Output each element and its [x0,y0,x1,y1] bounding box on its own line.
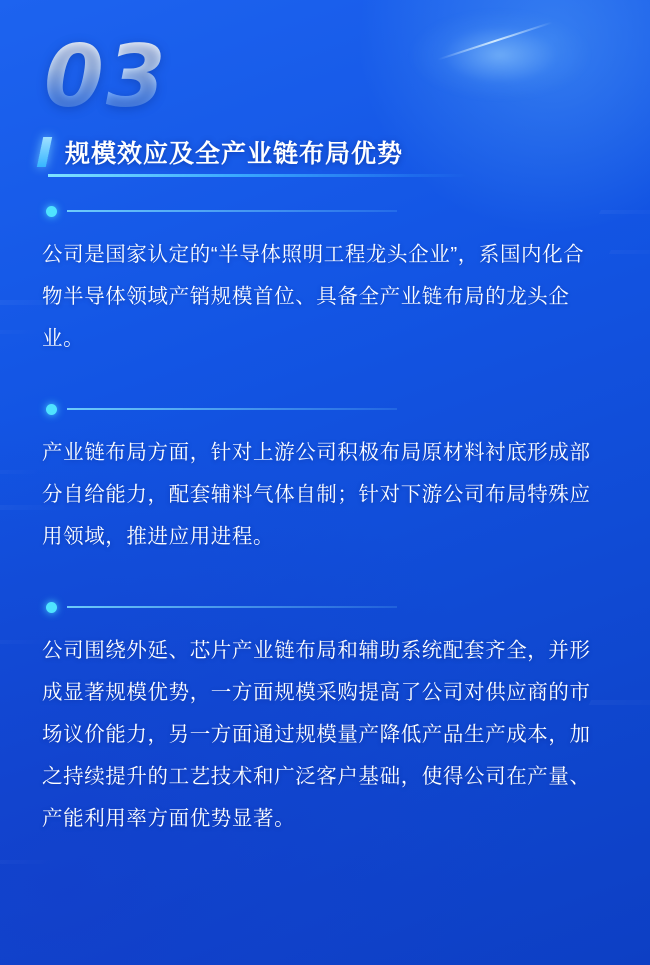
section-title-row [40,134,403,170]
section-number: 03 [44,27,168,127]
bullet-line-decoration [67,408,397,410]
content-block [0,592,650,840]
bullet-dot-icon [46,206,57,217]
bullet-dot-icon [46,404,57,415]
bullet-line-decoration [67,606,397,608]
paragraph-text: 公司是国家认定的“半导体照明工程龙头企业”，系国内化合物半导体领域产销规模首位、具备全产业链布局的龙头企业。 [42,243,585,350]
title-accent-bar [37,137,52,167]
page-title: 规模效应及全产业链布局优势 [65,140,404,168]
bullet-dot-icon [46,602,57,613]
content-area [0,196,650,874]
title-underline [48,174,468,177]
paragraph-text: 公司围绕外延、芯片产业链布局和辅助系统配套齐全，并形成显著规模优势，一方面规模采购提高了公司对供应商的市场议价能力，另一方面通过规模量产降低产品生产成本，加之持续提升的工艺技术和广泛客户基础，使得公司在产量、产能利用率方面优势显著。 [42,639,591,830]
section-header [0,26,650,176]
paragraph-text: 产业链布局方面，针对上游公司积极布局原材料衬底形成部分自给能力，配套辅料气体自制；针对下游公司布局特殊应用领域，推进应用进程。 [42,441,591,548]
content-block [0,394,650,558]
content-block [0,196,650,360]
bullet-line-decoration [67,210,397,212]
bullet-divider [42,592,608,622]
bullet-divider [42,394,608,424]
bullet-divider [42,196,608,226]
